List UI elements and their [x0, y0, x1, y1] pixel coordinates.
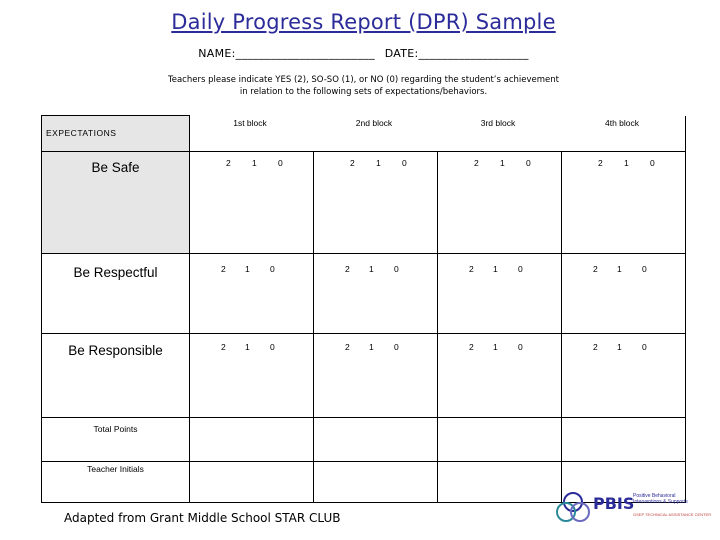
date-field[interactable]: DATE:___________________: [384, 47, 529, 60]
pbis-logo: [555, 488, 715, 528]
name-date-line: [0, 47, 720, 60]
header-row: [42, 116, 686, 152]
total-cell[interactable]: [190, 418, 314, 462]
block-header-4: 4th block: [604, 118, 640, 128]
instructions-line-1: Teachers please indicate YES (2), SO-SO (1), or NO (0) regarding the student’s achievement: [168, 75, 559, 85]
score-cell[interactable]: 2 1 0: [438, 152, 562, 254]
total-row: [42, 418, 686, 462]
total-points-label: Total Points: [42, 418, 190, 462]
initials-cell[interactable]: [438, 462, 562, 503]
row-label-be-respectful: Be Respectful: [42, 254, 190, 334]
block-header-1: 1st block: [233, 118, 267, 128]
score-cell[interactable]: 2 1 0: [190, 254, 314, 334]
page-title: Daily Progress Report (DPR) Sample: [171, 10, 556, 34]
score-cell[interactable]: 2 1 0: [190, 152, 314, 254]
total-cell[interactable]: [314, 418, 438, 462]
progress-table: [41, 115, 686, 503]
score-cell[interactable]: 2 1 0: [562, 152, 686, 254]
source-footer: Adapted from Grant Middle School STAR CLUB: [64, 511, 341, 525]
score-cell[interactable]: 2 1 0: [562, 334, 686, 418]
instructions: [0, 74, 720, 98]
pbis-logo-icon: [555, 490, 591, 526]
initials-cell[interactable]: [190, 462, 314, 503]
score-cell[interactable]: 2 1 0: [562, 254, 686, 334]
instructions-line-2: in relation to the following sets of expectations/behaviors.: [239, 87, 488, 97]
row-label-be-safe: Be Safe: [42, 152, 190, 254]
score-cell[interactable]: 2 1 0: [438, 334, 562, 418]
score-cell[interactable]: 2 1 0: [314, 254, 438, 334]
score-cell[interactable]: 2 1 0: [438, 254, 562, 334]
score-cell[interactable]: 2 1 0: [190, 334, 314, 418]
block-header-3: 3rd block: [480, 118, 516, 128]
pbis-logo-subtitle: Positive Behavioral Interventions & Supports: [633, 493, 688, 505]
teacher-initials-label: Teacher Initials: [42, 462, 190, 503]
table-row: [42, 334, 686, 418]
block-header-2: 2nd block: [355, 118, 393, 128]
initials-cell[interactable]: [314, 462, 438, 503]
pbis-logo-name: PBIS: [593, 494, 635, 513]
table-row: [42, 152, 686, 254]
total-cell[interactable]: [562, 418, 686, 462]
score-cell[interactable]: 2 1 0: [314, 334, 438, 418]
table-row: [42, 254, 686, 334]
expectations-label: EXPECTATIONS: [46, 128, 117, 138]
row-label-be-responsible: Be Responsible: [42, 334, 190, 418]
score-cell[interactable]: 2 1 0: [314, 152, 438, 254]
name-field[interactable]: NAME:________________________: [198, 47, 375, 60]
total-cell[interactable]: [438, 418, 562, 462]
pbis-logo-tagline: OSEP TECHNICAL ASSISTANCE CENTER: [633, 512, 712, 517]
